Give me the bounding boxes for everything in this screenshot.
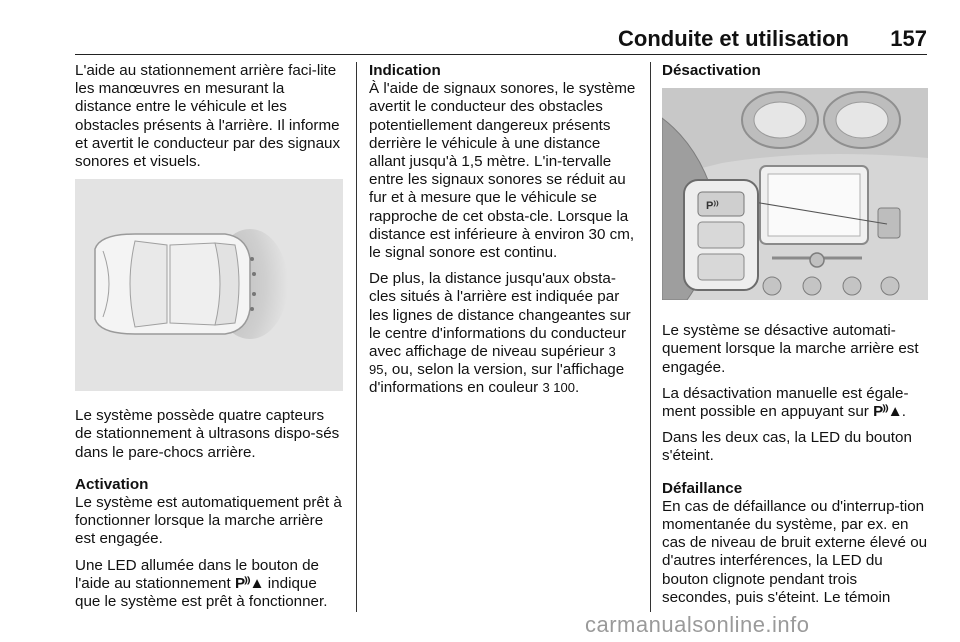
cross-reference-1[interactable]: 3 95 xyxy=(369,344,616,378)
distance-text-mid: , ou, selon la version, sur l'affichage d'informations en couleur xyxy=(369,361,625,397)
led-paragraph xyxy=(75,557,343,612)
column-divider-1 xyxy=(356,62,357,612)
failure-section xyxy=(662,480,928,607)
deactivation-heading: Désactivation xyxy=(662,62,761,79)
led-text-after: indique que le système est prêt à fonctionner. xyxy=(75,574,328,611)
indication-heading: Indication xyxy=(369,62,441,79)
intro-paragraph: L'aide au stationnement arrière faci-lite les manœuvres en mesurant la distance entre le véhicule et les obstacles présents à l'arrière. Il informe et avertit le conducteur par des signaux sonores et visuels. xyxy=(75,62,341,171)
auto-deactivation-paragraph: Le système se désactive automati-quement lorsque la marche arrière est engagée. xyxy=(662,322,919,376)
failure-text: En cas de défaillance ou d'interrup-tion momentanée du système, par ex. en cas de niveau de bruit externe élevé ou d'autres interférences, la LED du bouton clignote pendant trois secondes, puis s'éteint. Le témoin xyxy=(662,497,928,606)
manual-text-before: La désactivation manuelle est égale-ment possible en appuyant sur xyxy=(662,384,909,421)
column-1 xyxy=(75,62,343,619)
parking-sensor-figure xyxy=(75,179,343,391)
led-text-before: Une LED allumée dans le bouton de l'aide au stationnement xyxy=(75,556,320,592)
sensors-paragraph: Le système possède quatre capteurs de stationnement à ultrasons dispo-sés dans le pare-chocs arrière. xyxy=(75,407,340,461)
distance-text-before: De plus, la distance jusqu'aux obsta-cles situés à l'arrière est indiquée par les lignes de distance changeantes sur le centre d'informations du conducteur avec affichage de niveau supérieur xyxy=(369,270,631,361)
park-assist-symbol-icon: P⁾⁾▲ xyxy=(234,574,264,592)
manual-text-after: . xyxy=(901,403,906,421)
distance-paragraph xyxy=(369,270,637,397)
svg-text:P⁾⁾: P⁾⁾ xyxy=(706,200,719,213)
distance-text-after: . xyxy=(574,379,580,397)
indication-text: À l'aide de signaux sonores, le système avertit le conducteur des obstacles potentiellement dangereux présents derrière le véhicule à une distance allant jusqu'à 1,5 mètre. L'in-tervalle entre les signaux sonores se réduit au fur et à mesure que le véhicule se rapproche de cet obsta-cle. Lorsque la distance est inférieure à environ 30 cm, le signal sonore est continu. xyxy=(369,80,636,262)
led-off-paragraph: Dans les deux cas, la LED du bouton s'éteint. xyxy=(662,429,912,465)
activation-section xyxy=(75,476,343,549)
car-top-view-illustration xyxy=(75,179,343,391)
park-assist-symbol-icon: P⁾⁾▲ xyxy=(873,403,902,421)
indication-section xyxy=(369,62,637,262)
column-2 xyxy=(369,62,637,406)
column-divider-2 xyxy=(650,62,651,612)
column-3 xyxy=(662,62,928,615)
cross-reference-2[interactable]: 3 100 xyxy=(542,380,575,396)
page-number: 157 xyxy=(890,26,927,51)
manual-deactivation-paragraph xyxy=(662,385,928,421)
watermark: carmanualsonline.info xyxy=(585,612,810,637)
page-header xyxy=(75,22,927,55)
activation-heading: Activation xyxy=(75,475,149,493)
page-title: Conduite et utilisation xyxy=(618,26,849,51)
activation-text: Le système est automatiquement prêt à fonctionner lorsque la marche arrière est engagée. xyxy=(75,494,342,548)
dashboard-illustration xyxy=(662,88,928,300)
dashboard-button-figure xyxy=(662,88,928,300)
failure-heading: Défaillance xyxy=(662,479,743,497)
